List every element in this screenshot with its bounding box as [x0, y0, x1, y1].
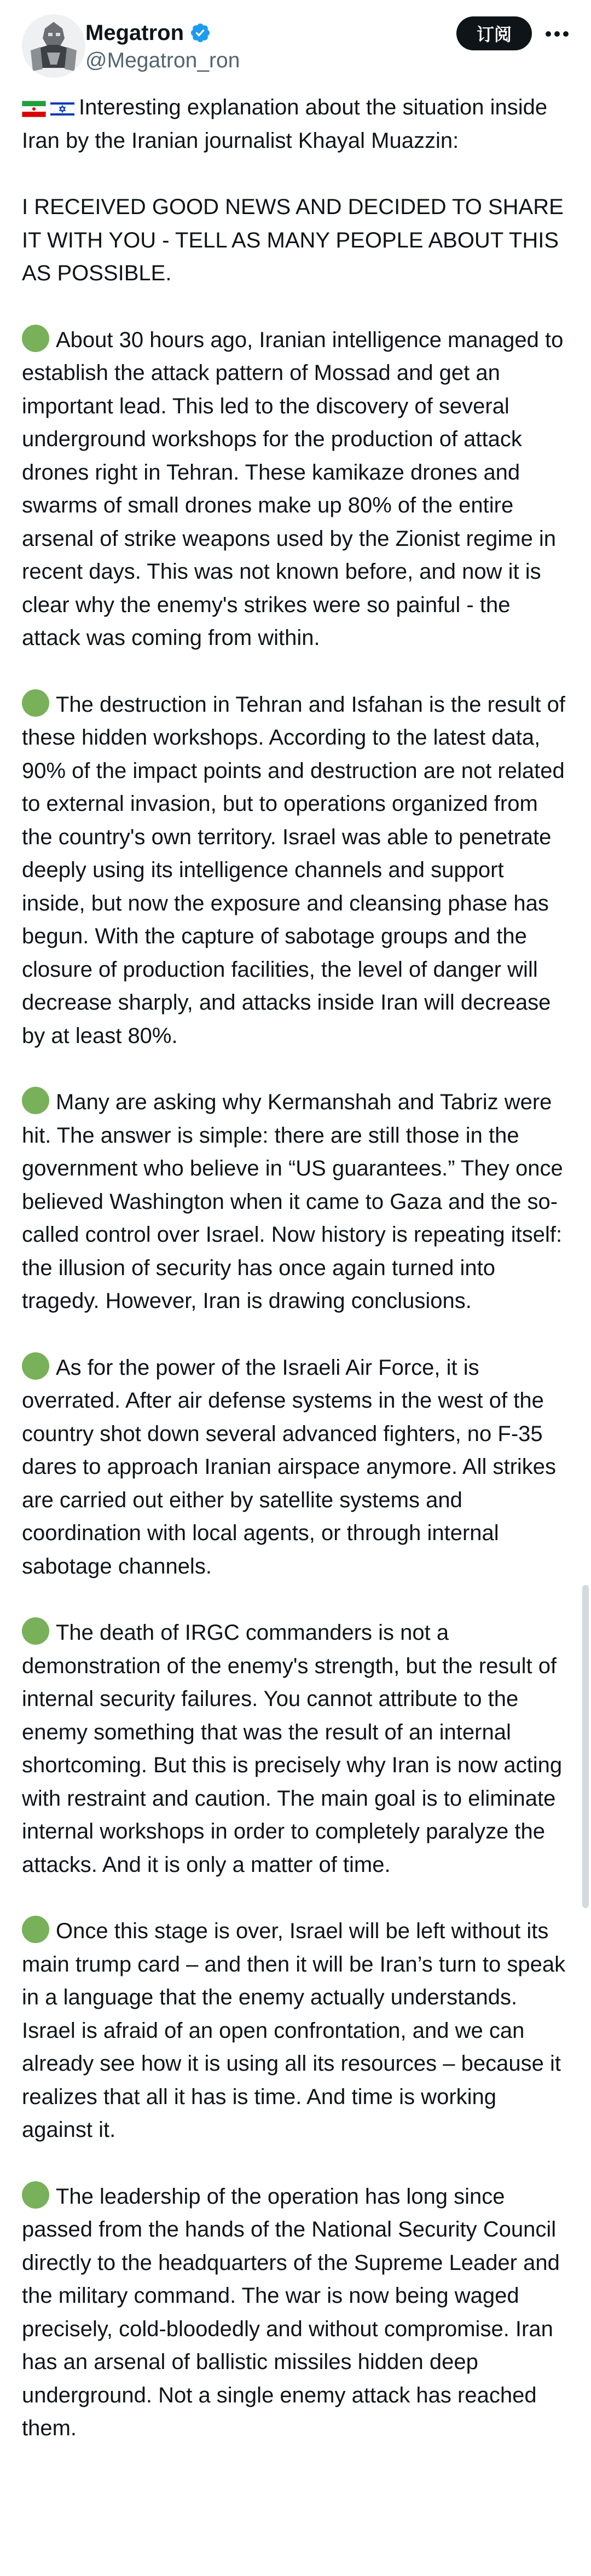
list-item [22, 1616, 569, 1881]
more-options-button[interactable] [542, 22, 572, 46]
list-item-text: The leadership of the operation has long since passed from the hands of the National Security Council directly to the headquarters of the Supreme Leader and the military command. The war is now being waged precisely, cold-bloodedly and without compromise. Iran has an arsenal of ballistic missiles hidden deep underground. Not a single enemy attack has reached them. [22, 2184, 560, 2440]
post-text [22, 91, 569, 2479]
list-item-text: Many are asking why Kermanshah and Tabriz were hit. The answer is simple: there are still those in the government who believe in “US guarantees.” They once believed Washington when it came to Gaza and the so-called control over Israel. Now history is repeating itself: the illusion of security has once again turned into tragedy. However, Iran is drawing conclusions. [22, 1090, 563, 1313]
list-item [22, 1915, 569, 2147]
list-item-text: As for the power of the Israeli Air Force, it is overrated. After air defense systems in the west of the country shot down several advanced fighters, no F-35 dares to approach Iranian airspace anymore. All strikes are carried out either by satellite systems and coordination with local agents, or through internal sabotage channels. [22, 1355, 557, 1578]
israel-flag-icon [50, 94, 74, 110]
author-display-name[interactable]: Megatron [85, 21, 184, 45]
green-circle-icon [22, 689, 49, 717]
green-circle-icon [22, 2181, 49, 2209]
headline-paragraph: I RECEIVED GOOD NEWS AND DECIDED TO SHARE IT WITH YOU - TELL AS MANY PEOPLE ABOUT THIS AS POSSIBLE. [22, 195, 564, 285]
list-item-text: The death of IRGC commanders is not a demonstration of the enemy's strength, but the result of internal security failures. You cannot attribute to the enemy something that was the result of an internal shortcoming. But this is precisely why Iran is now acting with restraint and caution. The main goal is to eliminate internal workshops in order to completely paralyze the attacks. And it is only a matter of time. [22, 1621, 563, 1877]
list-item-text: Once this stage is over, Israel will be left without its main trump card – and then it will be Iran’s turn to speak in a language that the enemy actually understands. Israel is afraid of an open confrontation, and we can already see how it is using all its resources – because it realizes that all it has is time. And time is working against it. [22, 1919, 566, 2142]
list-item [22, 688, 569, 1053]
robot-avatar-icon [22, 14, 85, 78]
avatar[interactable] [22, 14, 85, 78]
post-header [0, 0, 591, 88]
intro-text: Interesting explanation about the situation inside Iran by the Iranian journalist Khayal Muazzin: [22, 95, 548, 153]
green-circle-icon [22, 1617, 49, 1645]
list-item [22, 324, 569, 655]
more-horizontal-icon [545, 31, 569, 37]
list-item [22, 2180, 569, 2445]
green-circle-icon [22, 325, 49, 352]
iran-flag-icon [22, 94, 46, 110]
intro-paragraph [22, 91, 569, 157]
green-circle-icon [22, 1916, 49, 1943]
author-name-row [85, 20, 211, 46]
list-item [22, 1086, 569, 1318]
author-handle[interactable]: @Megatron_ron [85, 49, 240, 72]
list-item [22, 1351, 569, 1583]
list-item-text: About 30 hours ago, Iranian intelligence managed to establish the attack pattern of Mossad and get an important lead. This led to the discovery of several underground workshops for the production of attack drones right in Tehran. These kamikaze drones and swarms of small drones make up 80% of the entire arsenal of strike weapons used by the Zionist regime in recent days. This was not known before, and now it is clear why the enemy's strikes were so painful - the attack was coming from within. [22, 327, 564, 650]
subscribe-button[interactable]: 订阅 [456, 16, 532, 50]
verified-badge-icon [189, 22, 211, 44]
list-item-text: The destruction in Tehran and Isfahan is the result of these hidden workshops. According to the latest data, 90% of the impact points and destruction are not related to external invasion, but to operations organized from the country's own territory. Israel was able to penetrate deeply using its intelligence channels and support inside, but now the exposure and cleansing phase has begun. With the capture of sabotage groups and the closure of production facilities, the level of danger will decrease sharply, and attacks inside Iran will decrease by at least 80%. [22, 692, 565, 1048]
green-circle-icon [22, 1352, 49, 1380]
green-circle-icon [22, 1087, 49, 1114]
scrollbar-thumb[interactable] [582, 1585, 589, 1908]
